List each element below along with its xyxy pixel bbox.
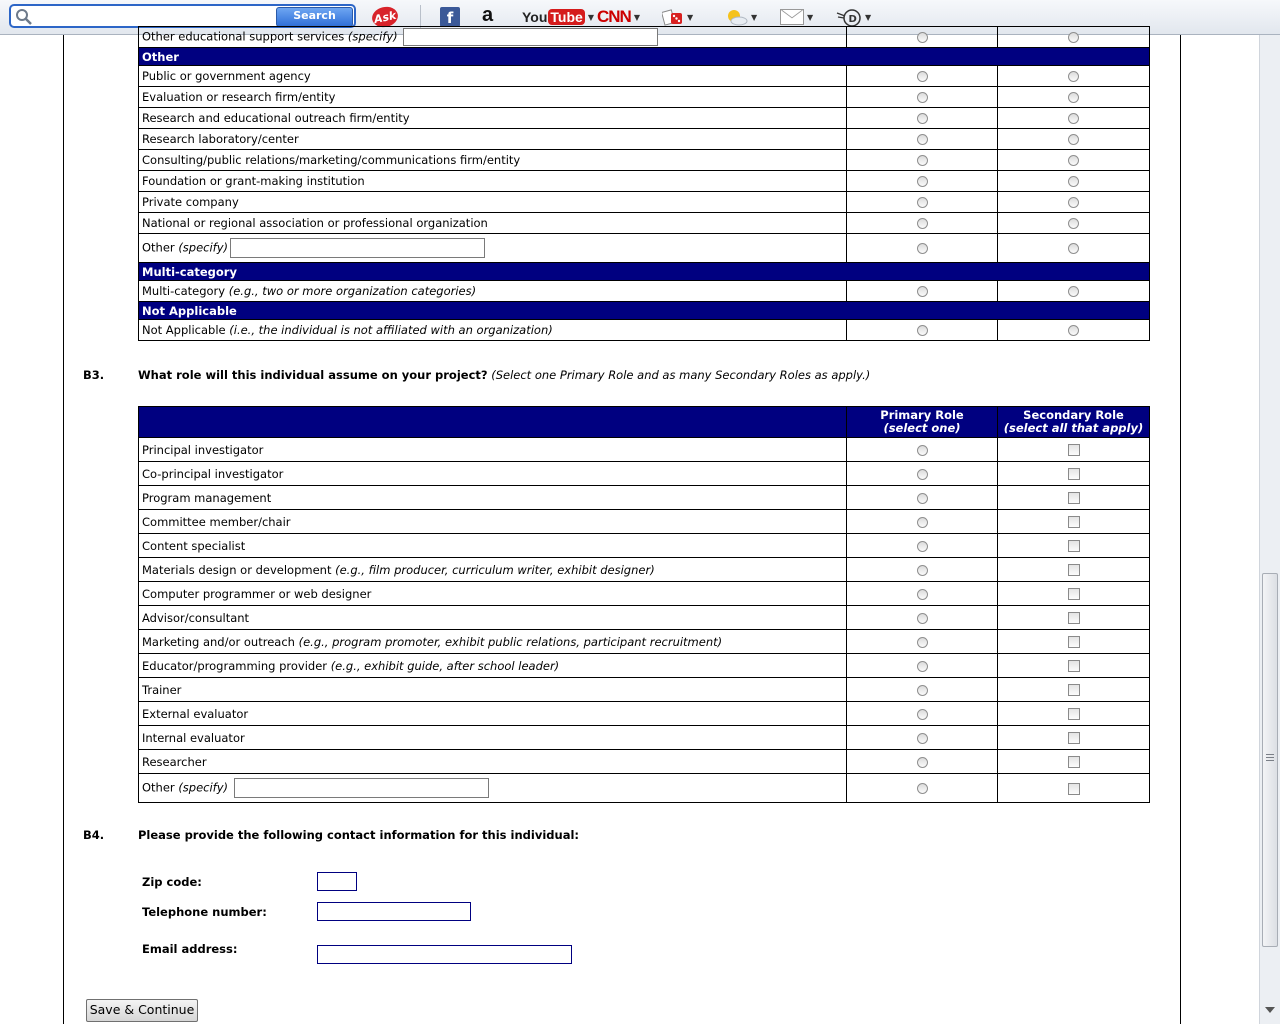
option-label: National or regional association or professional organization [142, 216, 488, 230]
header-secondary-role [998, 407, 1150, 438]
row-label [139, 66, 847, 87]
role-label [139, 654, 847, 678]
secondary-cell [998, 129, 1150, 150]
header-primary-role [847, 407, 998, 438]
primary-cell [847, 774, 998, 803]
primary-radio[interactable] [917, 243, 928, 254]
role-table-header [139, 407, 1150, 438]
role-row [139, 558, 1150, 582]
primary-radio[interactable] [917, 325, 928, 336]
role-note: (e.g., film producer, curriculum writer, exhibit designer) [335, 562, 655, 577]
role-label [139, 534, 847, 558]
row-label [139, 129, 847, 150]
search-input[interactable] [37, 7, 291, 27]
primary-cell [847, 510, 998, 534]
role-label [139, 486, 847, 510]
question-b4: Please provide the following contact information for this individual: [138, 828, 579, 842]
table-row [139, 192, 1150, 213]
role-row [139, 630, 1150, 654]
role-row [139, 750, 1150, 774]
secondary-radio[interactable] [1068, 32, 1079, 43]
secondary-cell [998, 654, 1150, 678]
youtube-icon [522, 9, 585, 25]
table-row [139, 320, 1150, 341]
cnn-icon: CNN [597, 7, 631, 26]
primary-cell [847, 486, 998, 510]
dictionary-button[interactable] [836, 6, 871, 28]
secondary-radio[interactable] [1068, 325, 1079, 336]
primary-radio[interactable] [917, 197, 928, 208]
question-number-b3: B3. [83, 368, 105, 382]
secondary-role-checkbox[interactable] [1068, 516, 1080, 528]
role-row [139, 774, 1150, 803]
weather-icon [724, 8, 748, 26]
table-row [139, 150, 1150, 171]
option-note: (specify) [178, 240, 229, 255]
role-note: (specify) [178, 780, 229, 795]
secondary-role-checkbox[interactable] [1068, 444, 1080, 456]
secondary-cell [998, 678, 1150, 702]
primary-role-radio[interactable] [917, 517, 928, 528]
role-label [139, 582, 847, 606]
role-name: Advisor/consultant [142, 610, 250, 625]
search-box [9, 4, 356, 28]
row-label [139, 108, 847, 129]
secondary-cell [998, 558, 1150, 582]
option-label: Private company [142, 195, 239, 209]
row-label [139, 87, 847, 108]
role-label [139, 678, 847, 702]
zip-label: Zip code: [142, 875, 202, 889]
email-label: Email address: [142, 942, 238, 956]
mail-button[interactable] [780, 6, 813, 28]
secondary-cell [998, 702, 1150, 726]
option-label: Consulting/public relations/marketing/communications firm/entity [142, 153, 521, 167]
role-row [139, 534, 1150, 558]
secondary-role-checkbox[interactable] [1068, 732, 1080, 744]
option-label: Other [142, 240, 175, 255]
role-label [139, 750, 847, 774]
role-label [139, 510, 847, 534]
primary-cell [847, 702, 998, 726]
facebook-button[interactable] [440, 6, 460, 28]
primary-role-radio[interactable] [917, 685, 928, 696]
question-b3 [138, 368, 870, 382]
role-row [139, 582, 1150, 606]
specify-input[interactable] [230, 238, 485, 258]
dictionary-icon [836, 7, 862, 27]
role-table [138, 406, 1150, 803]
role-name: Marketing and/or outreach [142, 634, 295, 649]
primary-radio[interactable] [917, 71, 928, 82]
option-label: Research and educational outreach firm/entity [142, 111, 410, 125]
section-header-row [139, 302, 1150, 320]
primary-radio[interactable] [917, 176, 928, 187]
row-label [139, 320, 847, 341]
role-name: Computer programmer or web designer [142, 586, 372, 601]
primary-role-radio[interactable] [917, 445, 928, 456]
role-name: Educator/programming provider [142, 658, 328, 673]
secondary-cell [998, 630, 1150, 654]
secondary-radio[interactable] [1068, 92, 1079, 103]
primary-cell [847, 534, 998, 558]
search-button[interactable]: Search [276, 7, 353, 27]
secondary-radio[interactable] [1068, 286, 1079, 297]
chevron-down-icon[interactable]: ▼ [807, 12, 814, 22]
primary-role-radio[interactable] [917, 733, 928, 744]
games-dice-icon [662, 8, 684, 26]
secondary-radio[interactable] [1068, 71, 1079, 82]
table-row [139, 66, 1150, 87]
secondary-cell [998, 234, 1150, 263]
header-secondary-sub: (select all that apply) [1003, 421, 1144, 435]
table-row [139, 171, 1150, 192]
primary-cell [847, 87, 998, 108]
role-name: Internal evaluator [142, 730, 245, 745]
secondary-radio[interactable] [1068, 243, 1079, 254]
section-header: Multi-category [139, 263, 1150, 281]
scrollbar-thumb[interactable] [1262, 573, 1278, 947]
role-label [139, 774, 847, 803]
section-header: Not Applicable [139, 302, 1150, 320]
primary-cell [847, 129, 998, 150]
primary-role-radio[interactable] [917, 565, 928, 576]
youtube-button[interactable] [522, 6, 594, 28]
email-field[interactable] [317, 945, 572, 964]
secondary-cell [998, 510, 1150, 534]
primary-cell [847, 558, 998, 582]
secondary-role-checkbox[interactable] [1068, 540, 1080, 552]
option-label: Multi-category [142, 284, 226, 298]
option-label: Public or government agency [142, 69, 311, 83]
role-row [139, 654, 1150, 678]
option-label: Evaluation or research firm/entity [142, 90, 336, 104]
primary-cell [847, 320, 998, 341]
secondary-role-checkbox[interactable] [1068, 636, 1080, 648]
primary-role-radio[interactable] [917, 613, 928, 624]
table-row [139, 108, 1150, 129]
secondary-cell [998, 534, 1150, 558]
table-row [139, 234, 1150, 263]
question-b3-instruction: (Select one Primary Role and as many Secondary Roles as apply.) [491, 368, 871, 382]
role-row [139, 486, 1150, 510]
chevron-down-icon[interactable]: ▼ [687, 12, 694, 22]
primary-role-radio[interactable] [917, 783, 928, 794]
mail-icon [780, 9, 804, 25]
secondary-cell [998, 774, 1150, 803]
ask-icon: Ask [370, 5, 400, 30]
secondary-cell [998, 320, 1150, 341]
primary-radio[interactable] [917, 155, 928, 166]
secondary-role-checkbox[interactable] [1068, 492, 1080, 504]
organization-type-table [138, 26, 1150, 341]
weather-button[interactable] [724, 6, 757, 28]
role-name: Materials design or development [142, 562, 332, 577]
primary-radio[interactable] [917, 134, 928, 145]
option-label: Research laboratory/center [142, 132, 299, 146]
primary-cell [847, 606, 998, 630]
primary-cell [847, 108, 998, 129]
secondary-role-checkbox[interactable] [1068, 783, 1080, 795]
role-table-body [139, 438, 1150, 803]
role-name: Principal investigator [142, 442, 264, 457]
table-row [139, 129, 1150, 150]
primary-cell [847, 171, 998, 192]
role-row [139, 606, 1150, 630]
row-label [139, 234, 847, 263]
table-row [139, 27, 1150, 48]
primary-cell [847, 27, 998, 48]
role-row [139, 726, 1150, 750]
role-name: Committee member/chair [142, 514, 291, 529]
role-label [139, 462, 847, 486]
amazon-icon: a [482, 3, 494, 26]
secondary-cell [998, 606, 1150, 630]
secondary-role-checkbox[interactable] [1068, 612, 1080, 624]
telephone-field[interactable] [317, 902, 471, 921]
primary-cell [847, 630, 998, 654]
header-primary-title: Primary Role [880, 408, 964, 422]
role-row [139, 462, 1150, 486]
organization-table-body [139, 27, 1150, 341]
secondary-role-checkbox[interactable] [1068, 684, 1080, 696]
secondary-cell [998, 150, 1150, 171]
primary-role-radio[interactable] [917, 709, 928, 720]
secondary-radio[interactable] [1068, 155, 1079, 166]
secondary-cell [998, 750, 1150, 774]
role-row [139, 678, 1150, 702]
primary-cell [847, 462, 998, 486]
games-button[interactable] [662, 6, 693, 28]
primary-radio[interactable] [917, 286, 928, 297]
zip-field[interactable] [317, 872, 357, 891]
section-header-row [139, 48, 1150, 66]
primary-cell [847, 150, 998, 171]
cnn-button[interactable] [597, 6, 640, 28]
telephone-label: Telephone number: [142, 905, 267, 919]
primary-cell [847, 750, 998, 774]
primary-cell [847, 726, 998, 750]
row-label [139, 192, 847, 213]
secondary-role-checkbox[interactable] [1068, 564, 1080, 576]
secondary-radio[interactable] [1068, 134, 1079, 145]
table-row [139, 213, 1150, 234]
primary-role-radio[interactable] [917, 493, 928, 504]
role-row [139, 438, 1150, 462]
chevron-down-icon[interactable]: ▼ [751, 12, 758, 22]
page-border-right [1180, 35, 1181, 1024]
facebook-icon: f [440, 7, 460, 27]
secondary-cell [998, 213, 1150, 234]
secondary-cell [998, 87, 1150, 108]
primary-cell [847, 192, 998, 213]
role-name: Program management [142, 490, 272, 505]
secondary-cell [998, 462, 1150, 486]
search-icon [15, 8, 33, 26]
primary-radio[interactable] [917, 32, 928, 43]
role-name: Content specialist [142, 538, 246, 553]
secondary-role-checkbox[interactable] [1068, 468, 1080, 480]
option-label: Other educational support services [142, 29, 345, 44]
option-label: Foundation or grant-making institution [142, 174, 365, 188]
chevron-down-icon[interactable]: ▼ [865, 12, 872, 22]
ask-button[interactable] [372, 6, 398, 28]
primary-role-radio[interactable] [917, 637, 928, 648]
primary-cell [847, 213, 998, 234]
chevron-down-icon[interactable]: ▼ [587, 12, 594, 22]
secondary-radio[interactable] [1068, 176, 1079, 187]
role-name: Other [142, 780, 175, 795]
youtube-label-tube: Tube [550, 9, 583, 25]
secondary-role-checkbox[interactable] [1068, 588, 1080, 600]
secondary-cell [998, 192, 1150, 213]
primary-cell [847, 654, 998, 678]
primary-cell [847, 234, 998, 263]
option-note: (e.g., two or more organization categories) [228, 284, 477, 298]
role-label [139, 558, 847, 582]
option-note: (i.e., the individual is not affiliated with an organization) [229, 323, 553, 337]
role-name: External evaluator [142, 706, 249, 721]
specify-input[interactable] [234, 778, 489, 798]
role-name: Co-principal investigator [142, 466, 284, 481]
role-row [139, 702, 1150, 726]
primary-role-radio[interactable] [917, 661, 928, 672]
option-label: Not Applicable [142, 323, 226, 337]
row-label [139, 281, 847, 302]
secondary-role-checkbox[interactable] [1068, 708, 1080, 720]
primary-cell [847, 281, 998, 302]
primary-cell [847, 582, 998, 606]
table-row [139, 281, 1150, 302]
youtube-label-you: You [522, 9, 548, 25]
row-label [139, 171, 847, 192]
secondary-cell [998, 66, 1150, 87]
chevron-down-icon[interactable]: ▼ [633, 12, 640, 22]
page-border-left [63, 35, 64, 1024]
secondary-cell [998, 438, 1150, 462]
secondary-radio[interactable] [1068, 113, 1079, 124]
secondary-cell [998, 108, 1150, 129]
header-blank [139, 407, 847, 438]
primary-role-radio[interactable] [917, 469, 928, 480]
secondary-cell [998, 486, 1150, 510]
secondary-radio[interactable] [1068, 197, 1079, 208]
secondary-cell [998, 281, 1150, 302]
primary-role-radio[interactable] [917, 541, 928, 552]
save-continue-button[interactable]: Save & Continue [86, 999, 198, 1022]
header-primary-sub: (select one) [883, 421, 961, 435]
section-header: Other [139, 48, 1150, 66]
role-label [139, 726, 847, 750]
vertical-scrollbar[interactable] [1259, 35, 1280, 1024]
role-label [139, 606, 847, 630]
role-label [139, 702, 847, 726]
role-name: Researcher [142, 754, 207, 769]
row-label [139, 213, 847, 234]
secondary-cell [998, 582, 1150, 606]
secondary-role-checkbox[interactable] [1068, 756, 1080, 768]
table-row [139, 87, 1150, 108]
secondary-cell [998, 171, 1150, 192]
section-header-row [139, 263, 1150, 281]
specify-input[interactable] [403, 28, 658, 46]
header-secondary-title: Secondary Role [1023, 408, 1124, 422]
role-row [139, 510, 1150, 534]
primary-role-radio[interactable] [917, 757, 928, 768]
primary-radio[interactable] [917, 218, 928, 229]
svg-text:D: D [848, 14, 857, 25]
option-note: (specify) [347, 29, 398, 44]
primary-cell [847, 66, 998, 87]
question-number-b4: B4. [83, 828, 105, 842]
role-name: Trainer [142, 682, 182, 697]
amazon-button[interactable] [482, 4, 493, 26]
secondary-role-checkbox[interactable] [1068, 660, 1080, 672]
row-label [139, 150, 847, 171]
secondary-radio[interactable] [1068, 218, 1079, 229]
primary-radio[interactable] [917, 113, 928, 124]
role-label [139, 630, 847, 654]
question-b3-text: What role will this individual assume on your project? [138, 368, 488, 382]
primary-radio[interactable] [917, 92, 928, 103]
role-note: (e.g., program promoter, exhibit public relations, participant recruitment) [298, 634, 723, 649]
primary-cell [847, 438, 998, 462]
scrollbar-grip-icon [1266, 754, 1274, 763]
role-label [139, 438, 847, 462]
row-label [139, 27, 847, 48]
scroll-down-arrow-icon[interactable] [1265, 1007, 1275, 1013]
role-note: (e.g., exhibit guide, after school leader) [330, 658, 560, 673]
secondary-cell [998, 726, 1150, 750]
primary-cell [847, 678, 998, 702]
secondary-cell [998, 27, 1150, 48]
primary-role-radio[interactable] [917, 589, 928, 600]
